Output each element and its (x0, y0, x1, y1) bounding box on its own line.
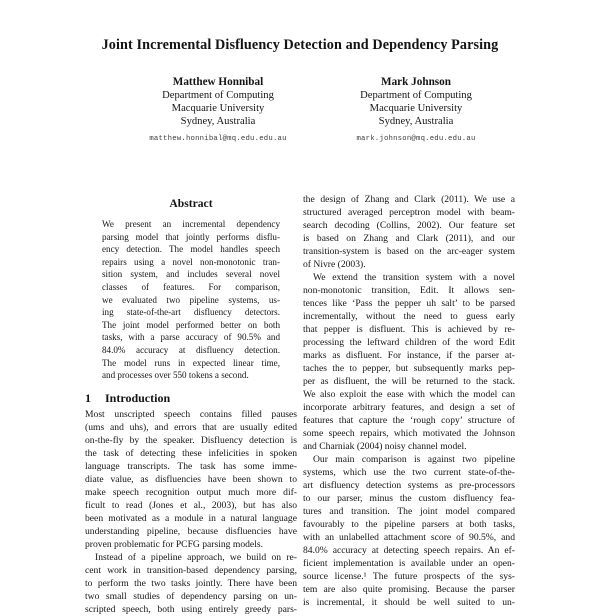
text-line: transition-system is based on the arc-eager system (303, 246, 515, 257)
text-line: taches the to pepper, but subsequently marks pep- (303, 363, 515, 374)
text-line: classes of features. For comparison, (102, 281, 280, 292)
text-line: understanding pipeline, because disfluencies have (85, 525, 297, 537)
text-line: incrementally, without the need to guess early (303, 311, 515, 322)
text-line: language transcripts. The task has some imme- (85, 460, 297, 472)
author-block-2 (316, 76, 516, 143)
author-email: mark.johnson@mq.edu.edu.au (356, 135, 476, 143)
text-line: that pepper is disfluent. This is achieved by re- (303, 324, 515, 335)
text-line: on-the-fly by the speaker. Disfluency detection is (85, 434, 297, 446)
text-line: is incremental, it should be well suited to un- (303, 597, 515, 608)
author-name: Mark Johnson (381, 76, 451, 88)
text-line: We extend the transition system with a novel (313, 272, 515, 283)
text-line: The model runs in expected linear time, (102, 357, 280, 368)
text-line: parsing model that jointly performs disflu- (102, 231, 280, 242)
text-line: favourably to the pipeline parsers at both tasks, (303, 519, 515, 530)
left-column (85, 197, 297, 616)
author-affiliation-line: Department of Computing (162, 90, 274, 101)
author-affiliation-line: Macquarie University (369, 103, 463, 114)
text-line: Our main comparison is against two pipeline (313, 454, 515, 465)
text-line: source license.¹ The future prospects of the sys- (303, 571, 515, 582)
author-name: Matthew Honnibal (172, 76, 264, 88)
text-line: Instead of a pipeline approach, we build on re- (95, 551, 297, 563)
text-line: to perform the two tasks jointly. There have been (85, 577, 297, 589)
text-line: to our parser, minus the custom disfluency fea- (303, 493, 515, 504)
text-line: repairs using a novel non-monotonic tran- (102, 256, 280, 267)
abstract-heading: Abstract (169, 197, 213, 210)
text-line: ficient implementation is available under an open- (303, 558, 515, 569)
author-block-1 (118, 76, 318, 143)
text-line: and Charniak (2004) noisy channel model. (303, 441, 467, 452)
text-line: marks as disfluent. For instance, if the parser at- (303, 350, 515, 361)
section-title: Introduction (105, 390, 171, 405)
text-line: search decoding (Collins, 2002). Our feature set (303, 220, 515, 231)
text-line: Most unscripted speech contains filled pauses (85, 408, 297, 420)
text-line: tem are also quite promising. Because the parser (303, 584, 515, 595)
text-line: with an unlabelled attachment score of 90.5%, and (303, 532, 515, 543)
text-line: tences like ‘Pass the pepper uh salt’ to be parsed (303, 298, 515, 309)
text-line: per as disfluent, the will be returned to the stack. (303, 376, 515, 387)
author-email: matthew.honnibal@mq.edu.edu.au (149, 135, 287, 143)
text-line: processing the leftward children of the word Edit (303, 337, 515, 348)
text-line: tasks, with a parse accuracy of 90.5% and (102, 332, 280, 343)
text-line: make speech recognition output much more dif- (85, 486, 297, 498)
author-affiliation-line: Department of Computing (360, 90, 472, 101)
text-line: we evaluated two pipeline systems, us- (102, 294, 280, 305)
text-line: sition system, and includes several novel (102, 269, 280, 280)
right-column (303, 193, 515, 609)
text-line: features that capture the ‘rough copy’ structure of (303, 415, 515, 426)
text-line: 84.0% accuracy at detecting speech repairs. An ef- (303, 545, 515, 556)
author-affiliation-line: Sydney, Australia (378, 116, 454, 127)
text-line: ing state-of-the-art disfluency detectors. (102, 307, 280, 318)
text-line: The joint model performed better on both (102, 319, 280, 330)
text-line: systems, which use the two current state-of-the- (303, 467, 515, 478)
author-affiliation-line: Sydney, Australia (180, 116, 256, 127)
section-heading (85, 391, 297, 405)
section-number: 1 (85, 390, 91, 405)
text-line: We present an incremental dependency (102, 219, 280, 229)
text-line: non-monotonic transition, Edit. It allows sen- (303, 285, 515, 296)
paper-title: Joint Incremental Disfluency Detection and Dependency Parsing (101, 37, 499, 53)
text-line: ficult to read (Jones et al., 2003), but has also (85, 499, 297, 511)
author-affiliation-line: Macquarie University (171, 103, 265, 114)
text-line: scripted speech, both using entirely greedy pars- (85, 603, 297, 615)
text-line: 84.0% accuracy at disfluency detection. (102, 344, 280, 355)
text-line: is based on Zhang and Clark (2011), and our (303, 233, 515, 244)
text-line: incorporate arbitrary features, and design a set of (303, 402, 515, 413)
text-line: some speech repairs, which motivated the Johnson (303, 428, 515, 439)
text-line: We also exploit the ease with which the model can (303, 389, 515, 400)
text-line: and processes over 550 tokens a second. (102, 370, 249, 381)
text-line: diate value, as disfluencies have been shown to (85, 473, 297, 485)
text-line: proven problematic for PCFG parsing models. (85, 538, 263, 550)
text-line: structured averaged perceptron model with beam- (303, 207, 515, 218)
text-line: the task of detecting these infelicities in spoken (85, 447, 297, 459)
text-line: of Nivre (2003). (303, 259, 366, 270)
text-line: cent work in transition-based dependency parsing, (85, 564, 297, 576)
text-line: tures and transition. The joint model compared (303, 506, 515, 517)
text-line: the design of Zhang and Clark (2011). We use a (303, 194, 515, 205)
text-line: art disfluency detection systems as pre-processors (303, 480, 515, 491)
text-line: two small studies of dependency parsing on un- (85, 590, 297, 602)
text-line: (ums and uhs), and errors that are usually edited (85, 421, 297, 433)
text-line: been motivated as a module in a natural language (85, 512, 297, 524)
text-line: ency detection. The model handles speech (102, 244, 280, 255)
